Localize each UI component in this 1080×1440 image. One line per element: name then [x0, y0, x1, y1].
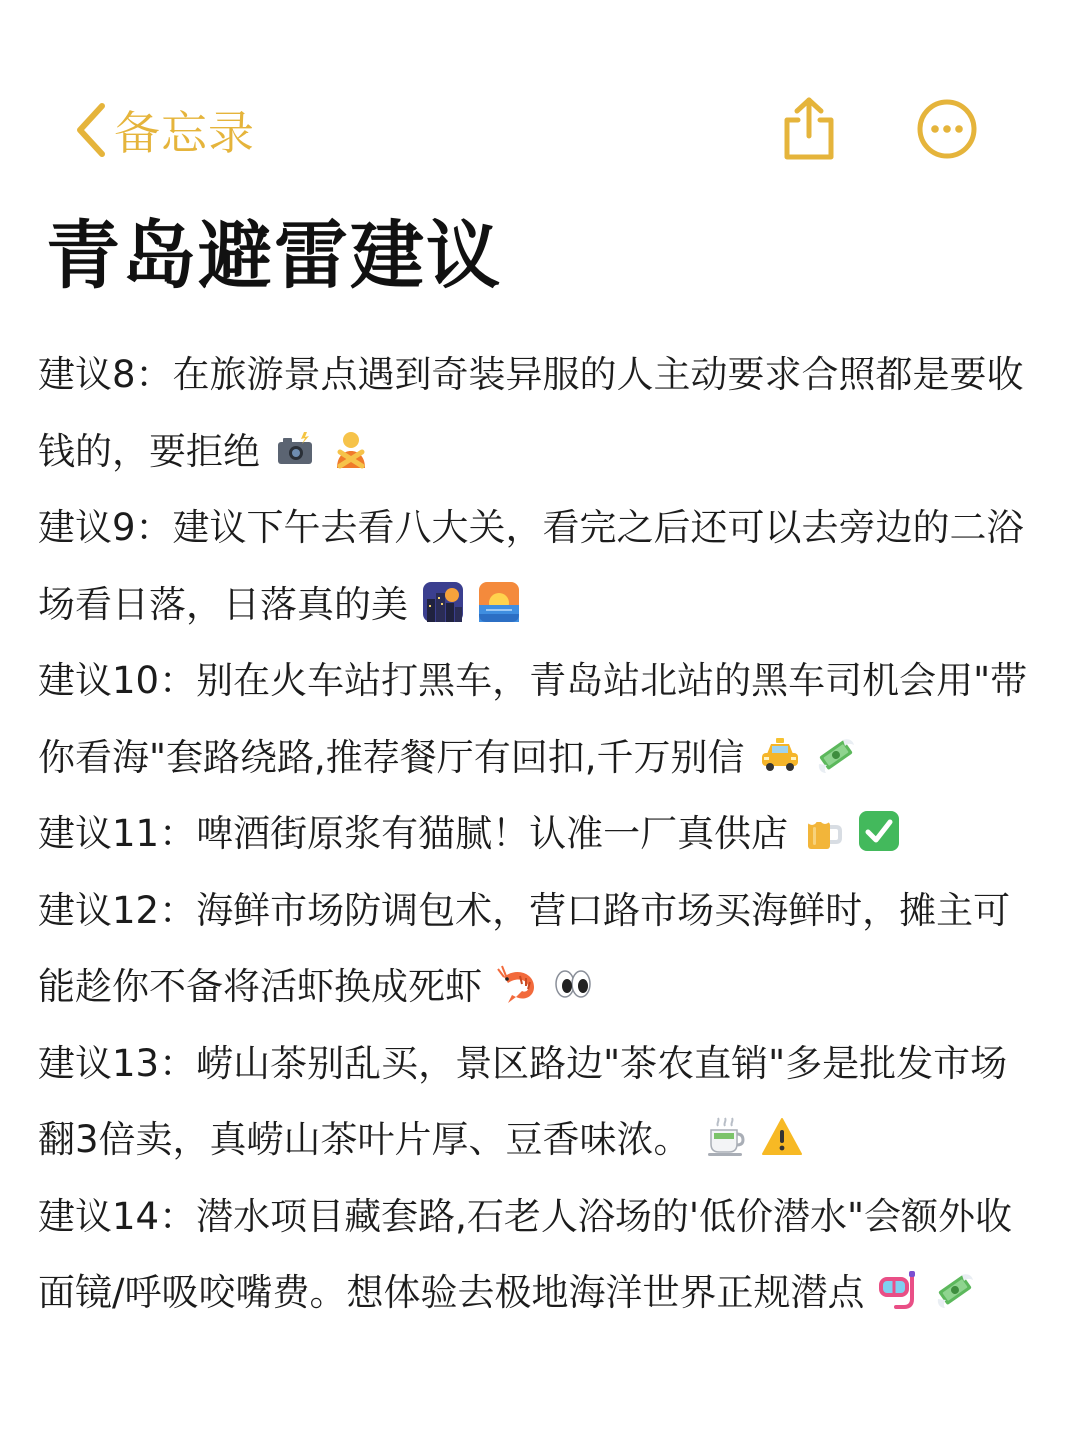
eyes-icon — [552, 963, 594, 1005]
back-label: 备忘录 — [114, 106, 255, 160]
person-gesturing-no-icon — [330, 428, 372, 470]
tip-item — [38, 796, 1038, 873]
money-with-wings-icon — [934, 1269, 976, 1311]
warning-icon — [761, 1116, 803, 1158]
check-mark-button-icon — [858, 810, 900, 852]
tip-text: 建议10：别在火车站打黑车，青岛站北站的黑车司机会用"带你看海"套路绕路,推荐餐厅有回扣,千万别信 — [38, 659, 1028, 779]
taxi-icon — [759, 734, 801, 776]
tip-item — [38, 490, 1038, 643]
tip-text: 建议12：海鲜市场防调包术，营口路市场买海鲜时，摊主可能趁你不备将活虾换成死虾 — [38, 888, 1011, 1008]
tip-item — [38, 873, 1038, 1026]
note-body[interactable] — [38, 337, 1038, 1332]
city-sunset-icon — [422, 581, 464, 623]
sunrise-over-sea-icon — [478, 581, 520, 623]
tip-text: 建议14：潜水项目藏套路,石老人浴场的'低价潜水"会额外收面镜/呼吸咬嘴费。想体验去极地海洋世界正规潜点 — [38, 1194, 1013, 1314]
tip-text: 建议8：在旅游景点遇到奇装异服的人主动要求合照都是要收钱的，要拒绝 — [38, 353, 1024, 473]
back-button[interactable] — [72, 98, 255, 162]
shrimp-icon — [496, 963, 538, 1005]
navigation-bar — [0, 0, 1080, 190]
beer-mug-icon — [802, 810, 844, 852]
money-with-wings-icon — [815, 734, 857, 776]
tip-item — [38, 643, 1038, 796]
diving-mask-icon — [878, 1269, 920, 1311]
chevron-left-icon — [72, 102, 108, 158]
tip-text: 建议11：啤酒街原浆有猫腻！认准一厂真供店 — [38, 812, 789, 855]
tip-text: 建议9：建议下午去看八大关，看完之后还可以去旁边的二浴场看日落，日落真的美 — [38, 506, 1024, 626]
tip-text: 建议13：崂山茶别乱买，景区路边"茶农直销"多是批发市场翻3倍卖，真崂山茶叶片厚、豆香味浓。 — [38, 1041, 1008, 1161]
camera-with-flash-icon — [274, 428, 316, 470]
tip-item — [38, 1026, 1038, 1179]
note-title: 青岛避雷建议 — [46, 213, 502, 299]
tip-item — [38, 1179, 1038, 1332]
share-icon[interactable] — [780, 96, 838, 162]
tip-item — [38, 337, 1038, 490]
hot-tea-icon — [705, 1116, 747, 1158]
more-icon[interactable] — [916, 98, 978, 160]
